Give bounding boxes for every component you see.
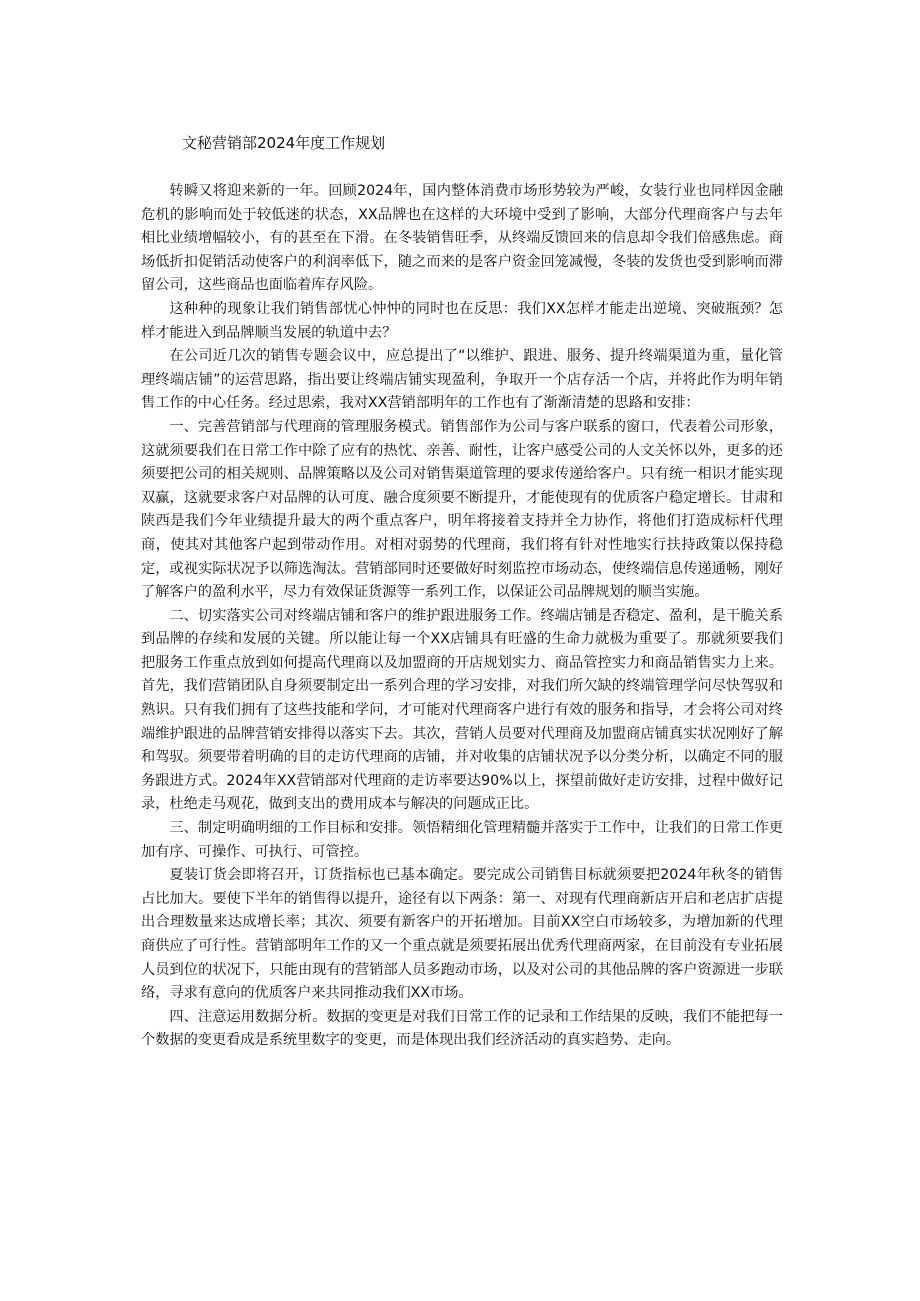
paragraph-summer-orders: 夏装订货会即将召开，订货指标也已基本确定。要完成公司销售目标就须要把2024年秋冬的销售占比加大。要使下半年的销售得以提升，途径有以下两条：第一、对现有代理商新店开启和老店扩店提出合理数量来达成增长率；其次、须要有新客户的开拓增加。目前XX空白市场较多，为增加新的代理商供应了可行性。营销部明年工作的又一个重点就是须要拓展出优秀代理商两家，在目前没有专业拓展人员到位的状况下，只能由现有的营销部人员多跑动市场，以及对公司的其他品牌的客户资源进一步联络，寻求有意向的优质客户来共同推动我们XX市场。 (141, 867, 783, 1002)
paragraph-section-4: 四、注意运用数据分析。数据的变更是对我们日常工作的记录和工作结果的反映，我们不能把每一个数据的变更看成是系统里数字的变更，而是体现出我们经济活动的真实趋势、走向。 (141, 1008, 783, 1049)
paragraph-section-3: 三、制定明确明细的工作目标和安排。领悟精细化管理精髓并落实于工作中，让我们的日常工作更加有序、可操作、可执行、可管控。 (141, 820, 783, 860)
paragraph-reflection: 这种种的现象让我们销售部忧心忡忡的同时也在反思：我们XX怎样才能走出逆境、突破瓶颈？怎样才能进入到品牌顺当发展的轨道中去？ (141, 300, 783, 341)
document-title: 文秘营销部2024年度工作规划 (182, 134, 386, 152)
paragraph-section-1: 一、完善营销部与代理商的管理服务模式。销售部作为公司与客户联系的窗口，代表着公司形象，这就须要我们在日常工作中除了应有的热忱、亲善、耐性，让客户感受公司的人文关怀以外，更多的还须要把公司的相关规则、品牌策略以及公司对销售渠道管理的要求传递给客户。只有统一相识才能实现双赢，这就要求客户对品牌的认可度、融合度须要不断提升，才能使现有的优质客户稳定增长。甘肃和陕西是我们今年业绩提升最大的两个重点客户，明年将接着支持并全力协作，将他们打造成标杆代理商，使其对其他客户起到带动作用。对相对弱势的代理商，我们将有针对性地实行扶持政策以保持稳定，或视实际状况予以筛选淘汰。营销部同时还要做好时刻监控市场动态，使终端信息传递通畅，刚好了解客户的盈利水平，尽力有效保证货源等一系列工作，以保证公司品牌规划的顺当实施。 (141, 418, 783, 601)
document-body (141, 180, 783, 1053)
paragraph-meeting: 在公司近几次的销售专题会议中，应总提出了“以维护、跟进、服务、提升终端渠道为重，量化管理终端店铺”的运营思路，指出要让终端店铺实现盈利，争取开一个店存活一个店，并将此作为明年销售工作的中心任务。经过思索，我对XX营销部明年的工作也有了渐渐清楚的思路和安排： (141, 348, 783, 412)
paragraph-section-2: 二、切实落实公司对终端店铺和客户的维护跟进服务工作。终端店铺是否稳定、盈利，是干脆关系到品牌的存续和发展的关键。所以能让每一个XX店铺具有旺盛的生命力就极为重要了。那就须要我们把服务工作重点放到如何提高代理商以及加盟商的开店规划实力、商品管控实力和商品销售实力上来。首先，我们营销团队自身须要制定出一系列合理的学习安排，对我们所欠缺的终端管理学问尽快驾驭和熟识。只有我们拥有了这些技能和学问，才可能对代理商客户进行有效的服务和指导，才会将公司对终端维护跟进的品牌营销安排得以落实下去。其次，营销人员要对代理商及加盟商店铺真实状况刚好了解和驾驭。须要带着明确的目的走访代理商的店铺，并对收集的店铺状况予以分类分析，以确定不同的服务跟进方式。2024年XX营销部对代理商的走访率要达90%以上，探望前做好走访安排，过程中做好记录，杜绝走马观花，做到支出的费用成本与解决的问题成正比。 (141, 607, 783, 813)
paragraph-intro: 转瞬又将迎来新的一年。回顾2024年，国内整体消费市场形势较为严峻，女装行业也同样因金融危机的影响而处于较低迷的状态，XX品牌也在这样的大环境中受到了影响，大部分代理商客户与去年相比业绩增幅较小，有的甚至在下滑。在冬装销售旺季，从终端反馈回来的信息却令我们倍感焦虑。商场低折扣促销活动使客户的利润率低下，随之而来的是客户资金回笼减慢，冬装的发货也受到影响而滞留公司，这些商品也面临着库存风险。 (141, 183, 783, 294)
